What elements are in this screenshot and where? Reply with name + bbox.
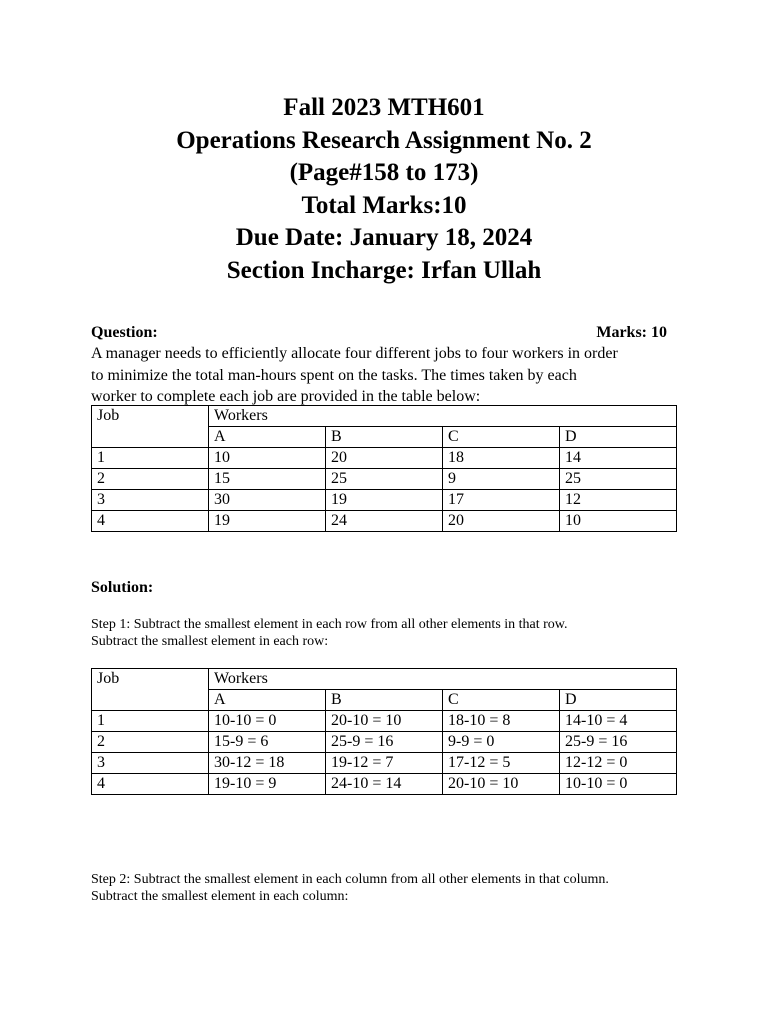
table-cell: 10 <box>209 448 326 469</box>
worker-label-cell: D <box>560 427 677 448</box>
step1-text-line: Step 1: Subtract the smallest element in each row from all other elements in that row. <box>91 617 568 632</box>
table-cell: 20 <box>326 448 443 469</box>
assignment-title <box>0 92 768 287</box>
solution-heading: Solution: <box>91 579 154 596</box>
table-cell: 4 <box>92 774 209 795</box>
title-incharge-line: Section Incharge: Irfan Ullah <box>226 256 542 284</box>
question-text-line: to minimize the total man-hours spent on the tasks. The times taken by each <box>91 366 577 384</box>
table-cell: 19-10 = 9 <box>209 774 326 795</box>
table-row <box>92 490 677 511</box>
title-marks-line: Total Marks:10 <box>301 191 467 219</box>
table-cell: 14 <box>560 448 677 469</box>
step2-text-line: Step 2: Subtract the smallest element in each column from all other elements in that column. <box>91 872 609 887</box>
step1-text <box>91 616 691 650</box>
title-due-date-line: Due Date: January 18, 2024 <box>235 224 533 251</box>
table-cell: 25-9 = 16 <box>560 732 677 753</box>
table-row <box>92 448 677 469</box>
step2-text-line: Subtract the smallest element in each column: <box>91 889 349 904</box>
table-cell: 25 <box>560 469 677 490</box>
job-header-cell: Job <box>92 669 209 711</box>
table-row <box>92 732 677 753</box>
table-cell: 24 <box>326 511 443 532</box>
table-cell: 30 <box>209 490 326 511</box>
table-cell: 17-12 = 5 <box>443 753 560 774</box>
title-assignment-line: Operations Research Assignment No. 2 <box>176 126 592 154</box>
table-cell: 12 <box>560 490 677 511</box>
table-header-row <box>92 669 677 690</box>
table-cell: 2 <box>92 732 209 753</box>
worker-label-cell: C <box>443 690 560 711</box>
table-cell: 1 <box>92 448 209 469</box>
table-cell: 18 <box>443 448 560 469</box>
step1-reduced-table <box>91 668 677 795</box>
table-cell: 19-12 = 7 <box>326 753 443 774</box>
table-cell: 14-10 = 4 <box>560 711 677 732</box>
table-row <box>92 774 677 795</box>
table-cell: 25 <box>326 469 443 490</box>
table-cell: 10 <box>560 511 677 532</box>
title-pages-line: (Page#158 to 173) <box>289 159 479 186</box>
workers-header-cell: Workers <box>209 406 677 427</box>
table-row <box>92 753 677 774</box>
table-cell: 4 <box>92 511 209 532</box>
worker-label-cell: A <box>209 690 326 711</box>
workers-header-cell: Workers <box>209 669 677 690</box>
table-cell: 9 <box>443 469 560 490</box>
question-marks: Marks: 10 <box>596 324 667 341</box>
table-cell: 10-10 = 0 <box>560 774 677 795</box>
table-cell: 3 <box>92 490 209 511</box>
table-cell: 19 <box>326 490 443 511</box>
question-label: Question: <box>91 324 158 341</box>
table-header-row <box>92 406 677 427</box>
table-cell: 24-10 = 14 <box>326 774 443 795</box>
table-cell: 20-10 = 10 <box>443 774 560 795</box>
table-cell: 3 <box>92 753 209 774</box>
job-header-cell: Job <box>92 406 209 448</box>
question-text-line: worker to complete each job are provided in the table below: <box>91 388 481 405</box>
table-cell: 2 <box>92 469 209 490</box>
step1-text-line: Subtract the smallest element in each row: <box>91 634 329 649</box>
table-cell: 18-10 = 8 <box>443 711 560 732</box>
worker-label-cell: B <box>326 427 443 448</box>
table-cell: 20-10 = 10 <box>326 711 443 732</box>
title-course-line: Fall 2023 MTH601 <box>283 94 485 121</box>
table-row <box>92 711 677 732</box>
table-row <box>92 469 677 490</box>
table-cell: 15-9 = 6 <box>209 732 326 753</box>
table-cell: 20 <box>443 511 560 532</box>
table-cell: 25-9 = 16 <box>326 732 443 753</box>
table-cell: 12-12 = 0 <box>560 753 677 774</box>
table-cell: 30-12 = 18 <box>209 753 326 774</box>
worker-label-cell: A <box>209 427 326 448</box>
worker-label-cell: D <box>560 690 677 711</box>
table-row <box>92 511 677 532</box>
table-cell: 17 <box>443 490 560 511</box>
table-cell: 10-10 = 0 <box>209 711 326 732</box>
table-cell: 15 <box>209 469 326 490</box>
worker-label-cell: C <box>443 427 560 448</box>
step2-text <box>91 871 691 905</box>
table-cell: 1 <box>92 711 209 732</box>
worker-label-cell: B <box>326 690 443 711</box>
original-times-table <box>91 405 677 532</box>
table-cell: 19 <box>209 511 326 532</box>
question-text <box>91 343 681 408</box>
table-cell: 9-9 = 0 <box>443 732 560 753</box>
question-text-line: A manager needs to efficiently allocate four different jobs to four workers in order <box>91 345 618 362</box>
